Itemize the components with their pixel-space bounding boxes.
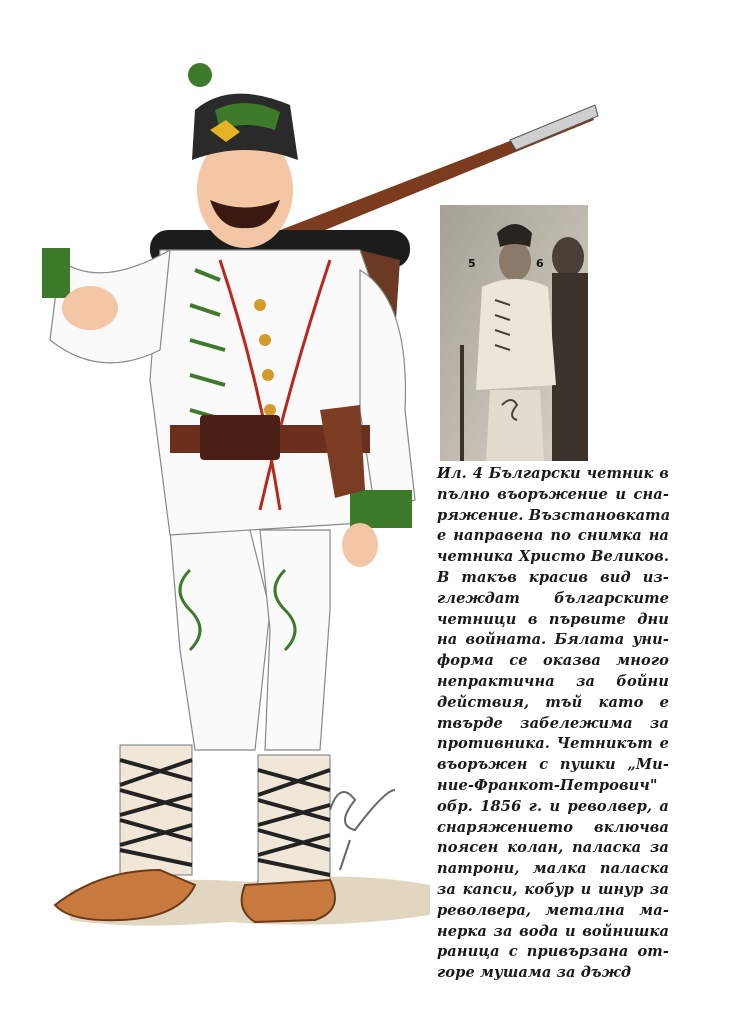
head bbox=[188, 63, 298, 248]
photo-mark-6: 6 bbox=[536, 257, 544, 270]
caption-line: глеждат българските bbox=[437, 589, 669, 607]
caption-line: пълно въоръжение и сна- bbox=[437, 485, 669, 503]
caption-line: въоръжен с пушки „Ми- bbox=[437, 756, 669, 774]
caption-line: на войната. Бялата уни- bbox=[437, 631, 669, 649]
caption-line: В такъв красив вид из- bbox=[437, 568, 669, 586]
caption-line: патрони, малка паласка bbox=[437, 860, 669, 878]
caption-line: действия, тъй като е bbox=[437, 693, 669, 711]
caption-line: четника Христо Великов. bbox=[437, 548, 669, 566]
caption-line: твърде забележима за bbox=[437, 714, 669, 732]
caption-line: е направена по снимка на bbox=[437, 527, 669, 545]
photo-mark-5: 5 bbox=[468, 257, 476, 270]
figure-caption bbox=[437, 464, 669, 984]
caption-line: за капси, кобур и шнур за bbox=[437, 880, 669, 898]
caption-line: поясен колан, паласка за bbox=[437, 839, 669, 857]
caption-line: форма се оказва много bbox=[437, 652, 669, 670]
caption-line: ние-Франкот-Петрович" bbox=[437, 776, 658, 794]
leg-wraps bbox=[120, 745, 330, 885]
caption-line: непрактична за бойни bbox=[437, 672, 669, 690]
caption-line: горе мушама за дъжд bbox=[437, 964, 632, 982]
historic-photograph bbox=[440, 205, 588, 461]
caption-line: ряжение. Възстановката bbox=[437, 506, 671, 524]
trousers bbox=[170, 530, 330, 750]
caption-line: обр. 1856 г. и револвер, а bbox=[437, 797, 669, 815]
caption-line: Ил. 4 Български четник в bbox=[437, 465, 669, 482]
artist-signature bbox=[330, 790, 395, 870]
caption-line: раница с привързана от- bbox=[437, 943, 669, 961]
caption-line: четници в първите дни bbox=[437, 610, 669, 628]
caption-line: противника. Четникът е bbox=[437, 735, 669, 753]
left-arm bbox=[42, 248, 170, 363]
caption-line: револвера, метална ма- bbox=[437, 901, 669, 919]
caption-line: нерка за вода и войнишка bbox=[437, 922, 669, 940]
caption-line: снаряжението включва bbox=[437, 818, 669, 836]
